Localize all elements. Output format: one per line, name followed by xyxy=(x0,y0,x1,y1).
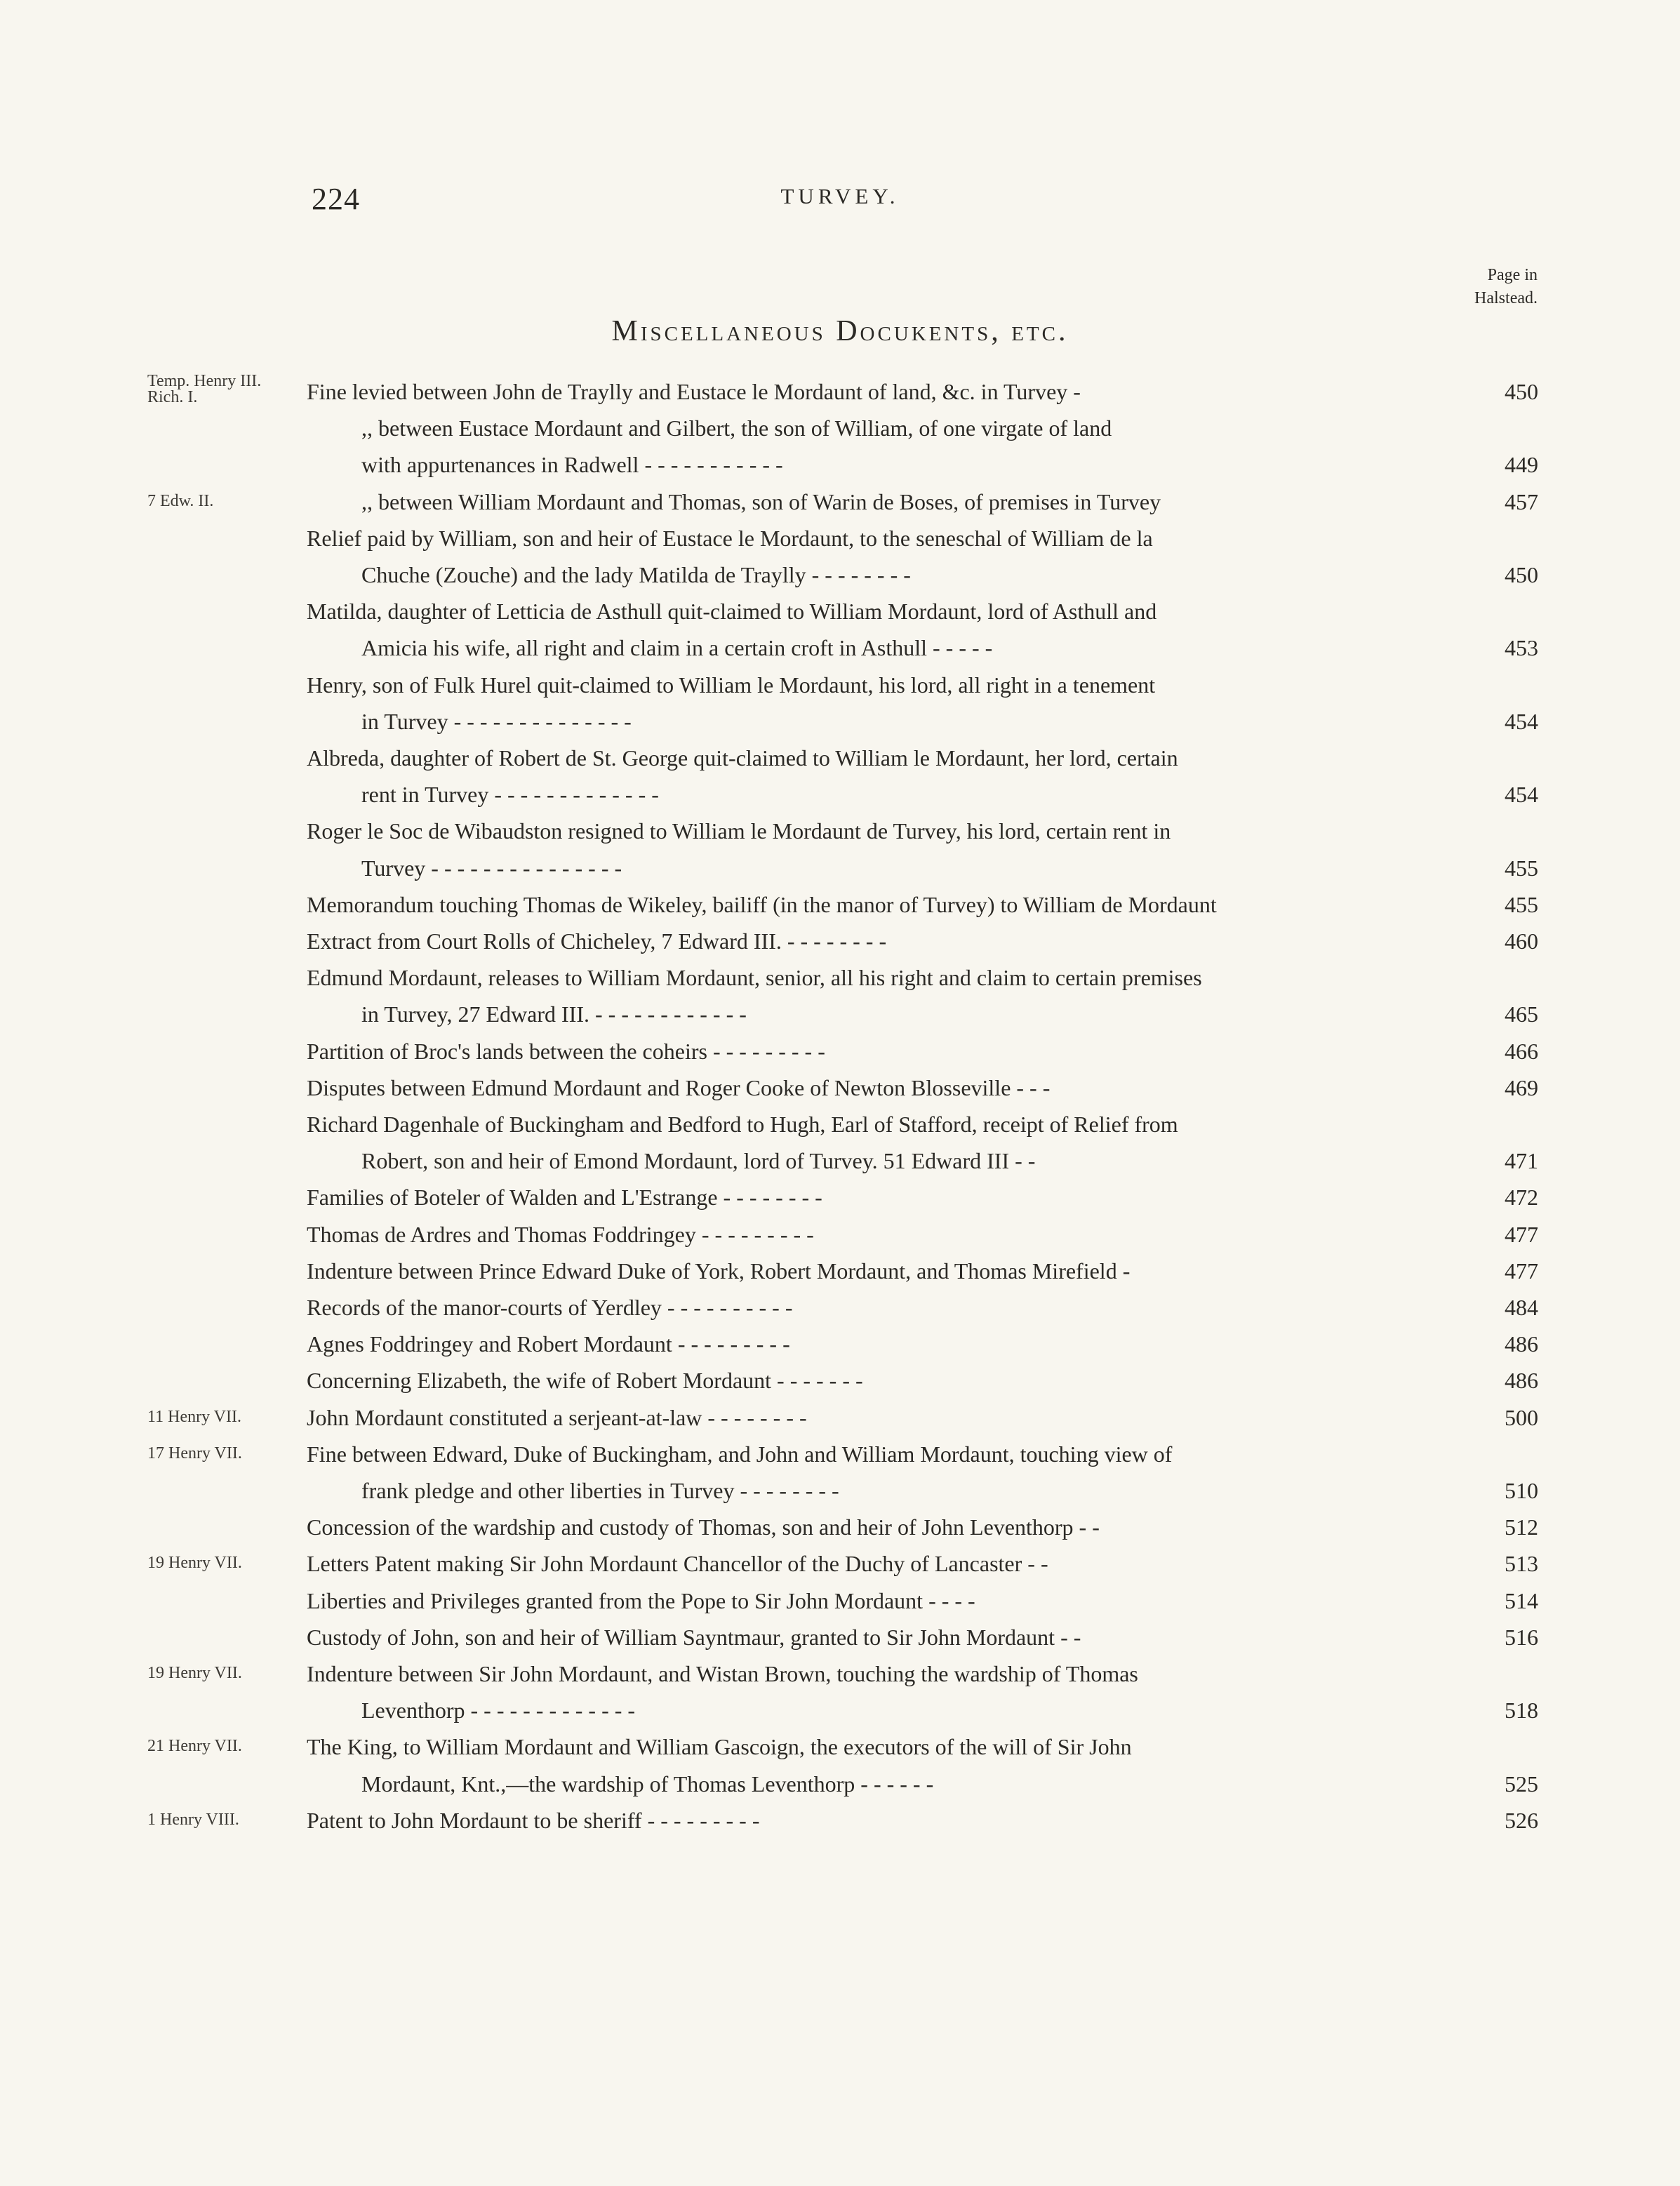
entry-text: Richard Dagenhale of Buckingham and Bedford to Hugh, Earl of Stafford, receipt of Relief from xyxy=(307,1112,1178,1137)
page-reference: 514 xyxy=(1505,1587,1538,1613)
list-item xyxy=(0,959,1680,996)
page-reference: 516 xyxy=(1505,1624,1538,1650)
page-reference: 466 xyxy=(1505,1038,1538,1064)
entry-text: Henry, son of Fulk Hurel quit-claimed to William le Mordaunt, his lord, all right in a tenement xyxy=(307,672,1156,698)
page-reference: 454 xyxy=(1505,782,1538,808)
entry-text: Agnes Foddringey and Robert Mordaunt - - - - - - - - - xyxy=(307,1331,790,1357)
entry-text: Families of Boteler of Walden and L'Estrange - - - - - - - - xyxy=(307,1185,822,1211)
list-item xyxy=(0,1509,1680,1545)
entry-text: Leventhorp - - - - - - - - - - - - - xyxy=(361,1698,636,1724)
entry-text: Disputes between Edmund Mordaunt and Roger Cooke of Newton Blosseville - - - xyxy=(307,1074,1051,1100)
list-item xyxy=(0,1362,1680,1399)
list-item xyxy=(0,373,1680,410)
list-item xyxy=(0,703,1680,740)
page-reference: 484 xyxy=(1505,1295,1538,1320)
list-item xyxy=(0,1142,1680,1179)
entry-text: Concerning Elizabeth, the wife of Robert Mordaunt - - - - - - - xyxy=(307,1368,863,1394)
list-item xyxy=(0,1253,1680,1289)
page-reference: 472 xyxy=(1505,1185,1538,1211)
entry-text: Indenture between Prince Edward Duke of York, Robert Mordaunt, and Thomas Mirefield - xyxy=(307,1258,1131,1284)
margin-note: 21 Henry VII. xyxy=(147,1737,242,1756)
page-reference: 450 xyxy=(1505,562,1538,587)
entry-text: Edmund Mordaunt, releases to William Mordaunt, senior, all his right and claim to certain premises xyxy=(307,965,1202,991)
page-reference: 525 xyxy=(1505,1771,1538,1797)
page-reference: 477 xyxy=(1505,1258,1538,1284)
list-item xyxy=(0,1802,1680,1839)
list-item xyxy=(0,740,1680,776)
list-item xyxy=(0,520,1680,557)
entry-text: Chuche (Zouche) and the lady Matilda de Traylly - - - - - - - - xyxy=(361,562,911,587)
page-reference-header xyxy=(1474,264,1538,310)
page-reference: 513 xyxy=(1505,1551,1538,1577)
list-item xyxy=(0,1655,1680,1692)
list-item xyxy=(0,1289,1680,1326)
page-ref-label-line2: Halstead. xyxy=(1474,289,1538,307)
list-item xyxy=(0,1436,1680,1472)
list-item xyxy=(0,1619,1680,1655)
list-item xyxy=(0,1766,1680,1802)
page-reference: 486 xyxy=(1505,1368,1538,1394)
list-item xyxy=(0,1728,1680,1765)
page-reference: 471 xyxy=(1505,1148,1538,1174)
page-reference: 510 xyxy=(1505,1478,1538,1503)
page-reference: 477 xyxy=(1505,1221,1538,1247)
entry-text: Letters Patent making Sir John Mordaunt Chancellor of the Duchy of Lancaster - - xyxy=(307,1551,1048,1577)
entry-text: in Turvey, 27 Edward III. - - - - - - - - - - - - xyxy=(361,1001,747,1027)
entry-text: Turvey - - - - - - - - - - - - - - - xyxy=(361,855,622,881)
entry-text: ,, between Eustace Mordaunt and Gilbert, the son of William, of one virgate of land xyxy=(361,415,1112,441)
page-reference: 518 xyxy=(1505,1698,1538,1724)
page-reference: 469 xyxy=(1505,1074,1538,1100)
page-reference: 512 xyxy=(1505,1514,1538,1540)
list-item xyxy=(0,593,1680,629)
margin-note: 7 Edw. II. xyxy=(147,491,214,510)
entry-text: with appurtenances in Radwell - - - - - - - - - - - xyxy=(361,452,783,478)
list-item xyxy=(0,1692,1680,1728)
page-reference: 486 xyxy=(1505,1331,1538,1357)
page-reference: 450 xyxy=(1505,379,1538,404)
entry-text: Extract from Court Rolls of Chicheley, 7 Edward III. - - - - - - - - xyxy=(307,928,887,954)
entry-text: Robert, son and heir of Emond Mordaunt, lord of Turvey. 51 Edward III - - xyxy=(361,1148,1036,1174)
list-item xyxy=(0,557,1680,593)
list-item xyxy=(0,1582,1680,1619)
list-item xyxy=(0,1216,1680,1253)
margin-note: 19 Henry VII. xyxy=(147,1554,242,1573)
entry-text: Custody of John, son and heir of William Sayntmaur, granted to Sir John Mordaunt - - xyxy=(307,1624,1081,1650)
entry-text: Patent to John Mordaunt to be sheriff - - - - - - - - - xyxy=(307,1807,760,1833)
margin-note: Temp. Henry III. Rich. I. xyxy=(147,372,262,406)
page-reference: 457 xyxy=(1505,488,1538,514)
entry-text: Fine levied between John de Traylly and Eustace le Mordaunt of land, &c. in Turvey - xyxy=(307,379,1081,404)
list-item xyxy=(0,410,1680,446)
running-title: TURVEY. xyxy=(780,184,900,208)
entry-text: Relief paid by William, son and heir of Eustace le Mordaunt, to the seneschal of William de la xyxy=(307,525,1153,551)
list-item xyxy=(0,1069,1680,1106)
list-item xyxy=(0,886,1680,923)
list-item xyxy=(0,1106,1680,1142)
entry-text: Matilda, daughter of Letticia de Asthull quit-claimed to William Mordaunt, lord of Asthull and xyxy=(307,599,1157,625)
list-item xyxy=(0,1326,1680,1362)
page-reference: 500 xyxy=(1505,1404,1538,1430)
page-reference: 454 xyxy=(1505,708,1538,734)
entry-text: Liberties and Privileges granted from the Pope to Sir John Mordaunt - - - - xyxy=(307,1587,975,1613)
entry-text: Fine between Edward, Duke of Buckingham, and John and William Mordaunt, touching view of xyxy=(307,1441,1173,1467)
entry-text: ,, between William Mordaunt and Thomas, son of Warin de Boses, of premises in Turvey xyxy=(361,488,1161,514)
page-reference: 449 xyxy=(1505,452,1538,478)
list-item xyxy=(0,1033,1680,1069)
list-item xyxy=(0,484,1680,520)
entry-text: Mordaunt, Knt.,—the wardship of Thomas Leventhorp - - - - - - xyxy=(361,1771,934,1797)
entry-text: in Turvey - - - - - - - - - - - - - - xyxy=(361,708,632,734)
list-item xyxy=(0,629,1680,666)
page-reference: 526 xyxy=(1505,1807,1538,1833)
page-reference: 455 xyxy=(1505,855,1538,881)
entry-text: Memorandum touching Thomas de Wikeley, bailiff (in the manor of Turvey) to William de Mordaunt xyxy=(307,891,1217,917)
list-item xyxy=(0,776,1680,813)
entry-text: rent in Turvey - - - - - - - - - - - - - xyxy=(361,782,659,808)
list-item xyxy=(0,923,1680,959)
page-ref-label-line1: Page in xyxy=(1487,266,1538,284)
margin-note: 11 Henry VII. xyxy=(147,1407,241,1426)
list-item xyxy=(0,850,1680,886)
section-title-text: Miscellaneous Docukents, etc. xyxy=(611,315,1069,347)
list-item xyxy=(0,1472,1680,1509)
page-reference: 453 xyxy=(1505,635,1538,661)
entry-text: Amicia his wife, all right and claim in a certain croft in Asthull - - - - - xyxy=(361,635,993,661)
list-item xyxy=(0,1179,1680,1215)
section-title xyxy=(0,314,1680,348)
list-item xyxy=(0,667,1680,703)
entry-text: Concession of the wardship and custody of Thomas, son and heir of John Leventhorp - - xyxy=(307,1514,1100,1540)
page-reference: 455 xyxy=(1505,891,1538,917)
entry-text: Indenture between Sir John Mordaunt, and Wistan Brown, touching the wardship of Thomas xyxy=(307,1661,1138,1686)
margin-note: 17 Henry VII. xyxy=(147,1444,242,1462)
list-item xyxy=(0,1399,1680,1436)
entry-text: Thomas de Ardres and Thomas Foddringey - - - - - - - - - xyxy=(307,1221,814,1247)
list-item xyxy=(0,996,1680,1032)
list-item xyxy=(0,446,1680,483)
page-reference: 465 xyxy=(1505,1001,1538,1027)
margin-note: 1 Henry VIII. xyxy=(147,1810,239,1829)
page-number: 224 xyxy=(312,182,360,216)
entry-text: frank pledge and other liberties in Turvey - - - - - - - - xyxy=(361,1478,839,1503)
entry-text: Albreda, daughter of Robert de St. George quit-claimed to William le Mordaunt, her lord, certain xyxy=(307,745,1178,771)
entry-text: John Mordaunt constituted a serjeant-at-law - - - - - - - - xyxy=(307,1404,807,1430)
entry-text: Records of the manor-courts of Yerdley - - - - - - - - - - xyxy=(307,1295,793,1320)
list-item xyxy=(0,813,1680,849)
margin-note: 19 Henry VII. xyxy=(147,1664,242,1682)
page-reference: 460 xyxy=(1505,928,1538,954)
entry-text: Partition of Broc's lands between the coheirs - - - - - - - - - xyxy=(307,1038,825,1064)
entry-text: The King, to William Mordaunt and William Gascoign, the executors of the will of Sir John xyxy=(307,1734,1132,1760)
entry-text: Roger le Soc de Wibaudston resigned to William le Mordaunt de Turvey, his lord, certain rent in xyxy=(307,818,1171,844)
list-item xyxy=(0,1545,1680,1582)
